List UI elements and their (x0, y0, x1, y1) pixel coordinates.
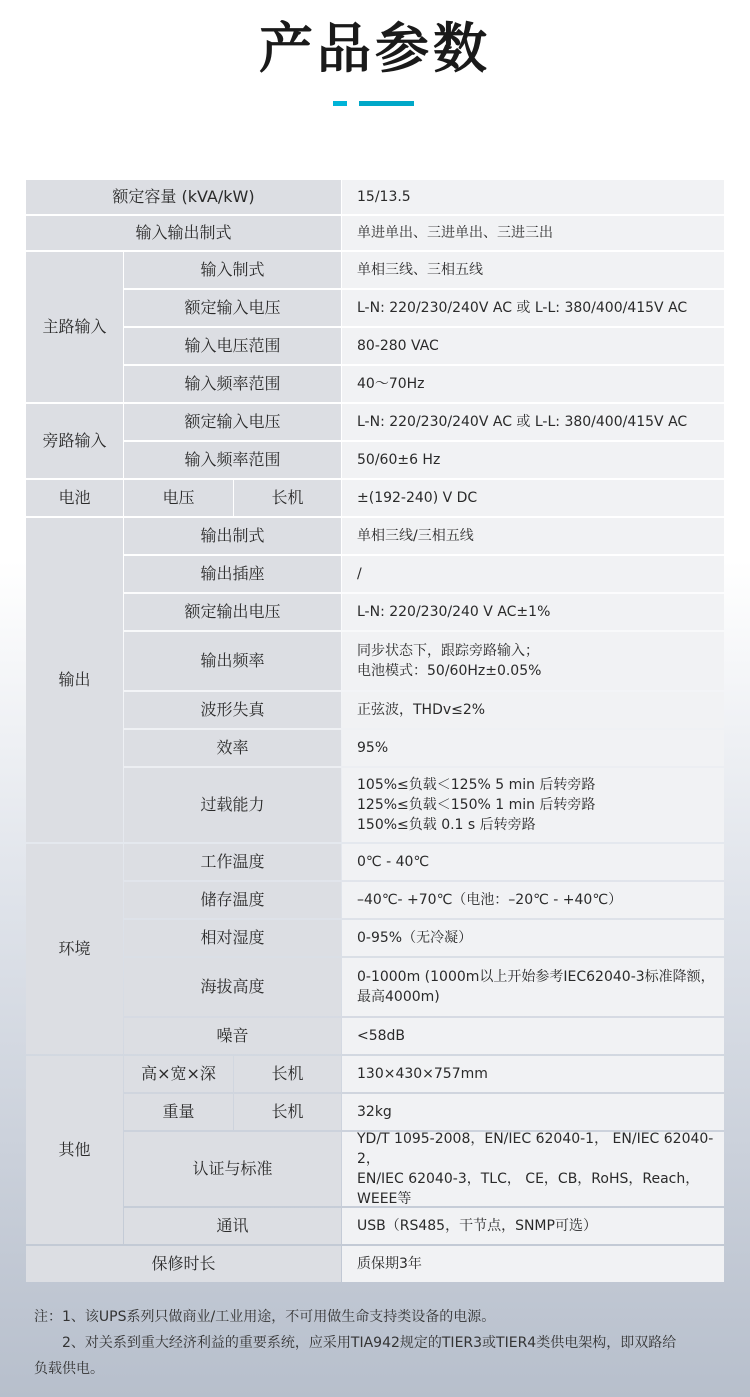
output-mode-value: 单相三线/三相五线 (342, 518, 724, 554)
environment-group: 环境 (26, 844, 123, 1054)
capacity-label: 额定容量 (kVA/kW) (26, 180, 341, 214)
output-freq-label: 输出频率 (124, 632, 341, 690)
store-temp-value: –40℃- +70℃（电池：–20℃ - +40℃） (342, 882, 724, 918)
humidity-label: 相对湿度 (124, 920, 341, 956)
main-input-range-value: 80-280 VAC (342, 328, 724, 364)
comm-value: USB（RS485，干节点，SNMP可选） (342, 1208, 724, 1244)
warranty-value: 质保期3年 (342, 1246, 724, 1282)
cert-line: YD/T 1095-2008，EN/IEC 62040-1， EN/IEC 62040-2， (357, 1131, 714, 1167)
main-input-freq-value: 40～70Hz (342, 366, 724, 402)
page-title: 产品参数 (259, 17, 491, 80)
warranty-label: 保修时长 (26, 1246, 341, 1282)
altitude-label: 海拔高度 (124, 958, 341, 1016)
main-input-voltage-value: L-N: 220/230/240V AC 或 L-L: 380/400/415V AC (342, 290, 724, 326)
main-input-range-label: 输入电压范围 (124, 328, 341, 364)
overload-line: 150%≤负载 0.1 s 后转旁路 (357, 817, 536, 833)
cert-line: EN/IEC 62040-3，TLC， CE，CB，RoHS，Reach， (357, 1171, 700, 1187)
output-freq-line: 同步状态下，跟踪旁路输入； (357, 643, 539, 659)
output-efficiency-label: 效率 (124, 730, 341, 766)
output-efficiency-value: 95% (342, 730, 724, 766)
cert-label: 认证与标准 (124, 1132, 341, 1206)
noise-label: 噪音 (124, 1018, 341, 1054)
main-input-freq-label: 输入频率范围 (124, 366, 341, 402)
output-mode-label: 输出制式 (124, 518, 341, 554)
bypass-input-group: 旁路输入 (26, 404, 123, 478)
title-accent-short (333, 101, 347, 106)
output-voltage-value: L-N: 220/230/240 V AC±1% (342, 594, 724, 630)
main-input-group: 主路输入 (26, 252, 123, 402)
output-overload-label: 过载能力 (124, 768, 341, 842)
battery-voltage-label: 电压 (124, 480, 233, 516)
output-overload-value (342, 768, 724, 842)
dims-value: 130×430×757mm (342, 1056, 724, 1092)
overload-line: 105%≤负载＜125% 5 min 后转旁路 (357, 777, 596, 793)
altitude-line: 0-1000m (1000m以上开始参考IEC62040-3标准降额， (357, 969, 715, 985)
humidity-value: 0-95%（无冷凝） (342, 920, 724, 956)
output-thd-value: 正弦波，THDv≤2% (342, 692, 724, 728)
title-accent-long (359, 101, 414, 106)
output-group: 输出 (26, 518, 123, 842)
altitude-line: 最高4000m) (357, 989, 440, 1005)
overload-line: 125%≤负载＜150% 1 min 后转旁路 (357, 797, 596, 813)
dims-label: 高×宽×深 (124, 1056, 233, 1092)
weight-label: 重量 (124, 1094, 233, 1130)
main-input-mode-value: 单相三线、三相五线 (342, 252, 724, 288)
dims-model-label: 长机 (234, 1056, 341, 1092)
bypass-freq-value: 50/60±6 Hz (342, 442, 724, 478)
output-thd-label: 波形失真 (124, 692, 341, 728)
comm-label: 通讯 (124, 1208, 341, 1244)
weight-value: 32kg (342, 1094, 724, 1130)
other-group: 其他 (26, 1056, 123, 1244)
battery-group: 电池 (26, 480, 123, 516)
work-temp-value: 0℃ - 40℃ (342, 844, 724, 880)
output-socket-value: / (342, 556, 724, 592)
cert-value (342, 1132, 724, 1206)
note-line-3: 负载供电。 (34, 1361, 104, 1377)
bypass-voltage-value: L-N: 220/230/240V AC 或 L-L: 380/400/415V AC (342, 404, 724, 440)
output-freq-value (342, 632, 724, 690)
store-temp-label: 储存温度 (124, 882, 341, 918)
battery-value: ±(192-240) V DC (342, 480, 724, 516)
main-input-voltage-label: 额定输入电压 (124, 290, 341, 326)
io-mode-label: 输入输出制式 (26, 216, 341, 250)
output-socket-label: 输出插座 (124, 556, 341, 592)
note-line-1: 注：1、该UPS系列只做商业/工业用途，不可用做生命支持类设备的电源。 (34, 1309, 496, 1325)
spec-table (26, 180, 724, 1282)
capacity-value: 15/13.5 (342, 180, 724, 214)
battery-model-label: 长机 (234, 480, 341, 516)
bypass-voltage-label: 额定输入电压 (124, 404, 341, 440)
noise-value: <58dB (342, 1018, 724, 1054)
output-freq-line: 电池模式：50/60Hz±0.05% (357, 663, 542, 679)
altitude-value (342, 958, 724, 1016)
io-mode-value: 单进单出、三进单出、三进三出 (342, 216, 724, 250)
bypass-freq-label: 输入频率范围 (124, 442, 341, 478)
note-line-2: 2、对关系到重大经济利益的重要系统，应采用TIA942规定的TIER3或TIER4类供电架构，即双路给 (62, 1335, 677, 1351)
cert-line: WEEE等 (357, 1191, 412, 1207)
output-voltage-label: 额定输出电压 (124, 594, 341, 630)
work-temp-label: 工作温度 (124, 844, 341, 880)
main-input-mode-label: 输入制式 (124, 252, 341, 288)
weight-model-label: 长机 (234, 1094, 341, 1130)
